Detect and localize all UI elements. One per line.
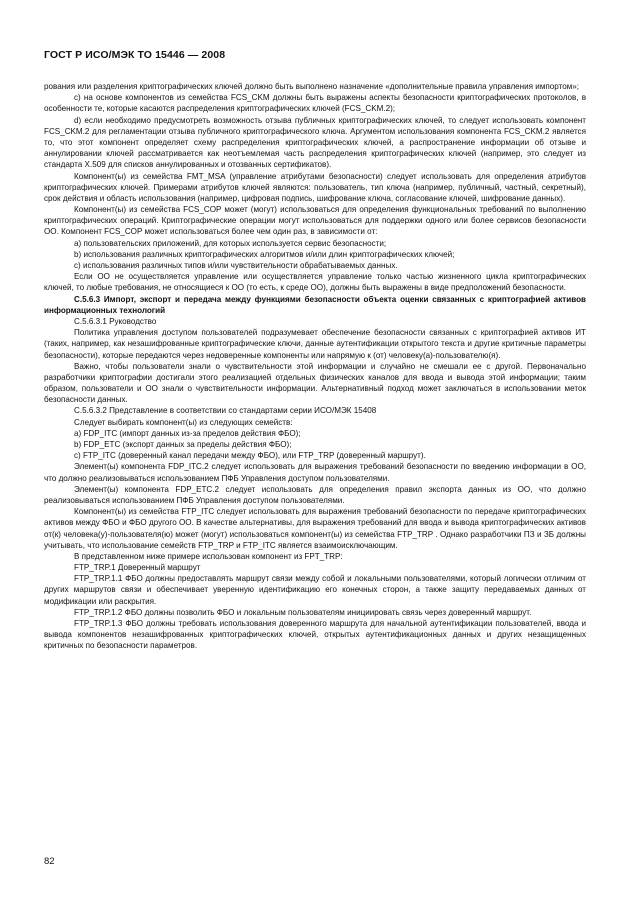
paragraph: Компонент(ы) из семейства FCS_COP может (могут) использоваться для определения функциональных требований по выполнению криптографических операций. Криптографические операции могут использоваться для поддержки одного или более сервисов безопасности ОО. Компонент FCS_COP может использоваться более чем один раз, в зависимости от:	[44, 205, 586, 237]
paragraph: рования или разделения криптографических ключей должно быть выполнено назначение «дополнительные правила управления импортом»;	[44, 82, 580, 91]
paragraph: FTP_TRP.1.1 ФБО должны предоставлять маршрут связи между собой и локальными пользователями, который логически отличим от других маршрутов связи и обеспечивает уверенную идентификацию его конечных сторон, а также защиту передаваемых данных от модификации или раскрытия.	[44, 574, 586, 606]
paragraph: c) использования различных типов и/или чувствительности обрабатываемых данных.	[74, 261, 398, 270]
paragraph: b) использования различных криптографических алгоритмов и/или длин криптографических ключей;	[74, 249, 455, 259]
page-header: ГОСТ Р ИСО/МЭК ТО 15446 — 2008	[44, 49, 226, 61]
paragraph: Элемент(ы) компонента FDP_ITC.2 следует использовать для выражения требований безопасности по введению информации в ОО, что должно реализовываться использованием ПФБ Управления доступом пользователями.	[44, 462, 586, 483]
paragraph: c) на основе компонентов из семейства FCS_CKM должны быть выражены аспекты безопасности криптографических протоколов, в особенности те, которые касаются распределения криптографических ключей (FCS_CKM.2);	[44, 93, 586, 114]
page-body	[44, 81, 586, 652]
page-number: 82	[44, 856, 55, 867]
paragraph: c) FTP_ITC (доверенный канал передачи между ФБО), или FTP_TRP (доверенный маршрут).	[74, 451, 426, 461]
paragraph: FTP_TRP.1.3 ФБО должны требовать использования доверенного маршрута для начальной аутентификации пользователей, ввода и вывода компонентов незашифрованных криптографических ключей, открытых аутентификационных данных и других незащищенных критичных по безопасности параметров.	[44, 619, 586, 651]
paragraph: В представленном ниже примере использован компонент из FPT_TRP:	[74, 551, 343, 561]
paragraph: С.5.6.3.1 Руководство	[74, 316, 157, 326]
paragraph: Элемент(ы) компонента FDP_ETC.2 следует использовать для определения правил экспорта данных из ОО, что должно реализовываться использованием ПФБ Управления доступом пользователями.	[44, 484, 586, 505]
paragraph: a) FDP_ITC (импорт данных из-за пределов действия ФБО);	[74, 428, 301, 438]
paragraph: Следует выбирать компонент(ы) из следующих семейств:	[74, 417, 293, 427]
paragraph: a) пользовательских приложений, для которых используется сервис безопасности;	[74, 238, 387, 248]
paragraph: Компонент(ы) из семейства FMT_MSA (управление атрибутами безопасности) следует использовать для определения атрибутов криптографических ключей. Примерами атрибутов ключей являются: пользователь, тип ключа (например, публичный, частный, секретный), срок действия и область использования (например, цифровая подпись, шифрование ключа, согласование ключей, шифрование данных).	[44, 171, 586, 203]
paragraph: b) FDP_ETC (экспорт данных за пределы действия ФБО);	[74, 440, 292, 449]
paragraph: FTP_TRP.1.2 ФБО должны позволить ФБО и локальным пользователям инициировать связь через доверенный маршрут.	[74, 607, 532, 617]
paragraph: d) если необходимо предусмотреть возможность отзыва публичных криптографических ключей, то следует использовать компонент FCS_CKM.2 для регламентации отзыва публичного криптографического ключа. Аргументом использования компонента FCS_CKM.2 является то, что этот компонент определяет схему распределения криптографических ключей, а распространение информации об отзыве и аннулировании ключей рассматривается как неотъемлемая часть распределения криптографических ключей (например, это следует из стандарта X.509 для списков аннулированных и отозванных сертификатов).	[44, 115, 586, 170]
paragraph: Компонент(ы) из семейства FTP_ITC следует использовать для выражения требований безопасности по передаче криптографических активов между ФБО и ФБО другого ОО. В качестве альтернативы, для выражения требований для ввода и вывода криптографических активов от(к) человека(у)-пользователя(ю) может (могут) использоваться компонент(ы) из семейства FTP_TRP . Однако разработчики ПЗ и ЗБ должны учитывать, что использование семейств FTP_TRP и FTP_ITC является взаимоисключающим.	[44, 507, 586, 550]
paragraph: Если ОО не осуществляется управление или осуществляется управление только частью жизненного цикла криптографических ключей, то любые требования, не относящиеся к ОО (то есть, к среде ОО), должны быть выражены в виде предположений безопасности.	[44, 272, 586, 293]
paragraph: Важно, чтобы пользователи знали о чувствительности этой информации и случайно не смешали ее с другой. Первоначально разработчики криптографии достигали этого реализацией отдельных физических каналов для ввода и вывода этой информации; таким образом, пользователи и ОО знали о чувствительности информации. Альтернативный подход может заключаться в использовании меток безопасности данных.	[44, 361, 586, 405]
paragraph: FTP_TRP.1 Доверенный маршрут	[74, 563, 201, 573]
paragraph: С.5.6.3.2 Представление в соответствии со стандартами серии ИСО/МЭК 15408	[74, 406, 377, 416]
paragraph: Политика управления доступом пользователей подразумевает обеспечение безопасности связанных с криптографией активов ИТ (таких, например, как незашифрованные криптографические ключи, данные аутентификации открытого текста и другие критичные параметры безопасности), которые передаются через недоверенные компоненты или напрямую к (от) человеку(а)-пользователю(я).	[44, 328, 586, 360]
section-heading: С.5.6.3 Импорт, экспорт и передача между функциями безопасности объекта оценки связанных с криптографией активов информационных технологий	[44, 294, 586, 315]
